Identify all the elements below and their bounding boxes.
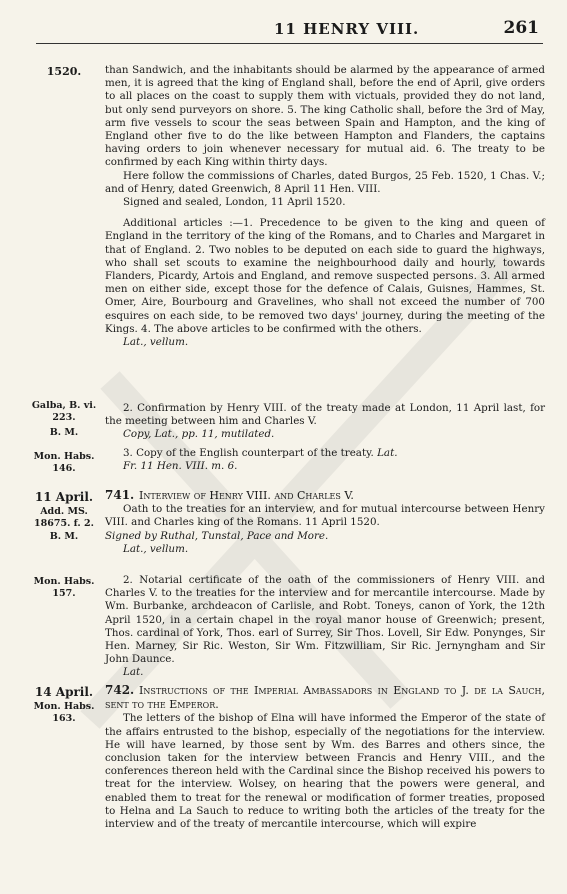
heading-text: Interview of Henry VIII. and Charles V. xyxy=(139,489,354,502)
entry-number: 742. xyxy=(105,683,135,697)
running-title: 11 HENRY VIII. xyxy=(274,20,420,38)
entry-740-2 xyxy=(105,402,545,442)
margin-mon-habs-1: Mon. Habs. 146. xyxy=(33,451,95,474)
paragraph: Oath to the treaties for an interview, and for mutual intercourse between Henry VIII. and Charles king of the Romans. 11 April 1520. xyxy=(105,503,545,529)
paragraph: Additional articles :—1. Precedence to be given to the king and queen of England in the territory of the king of the Romans, and to Charles and Margaret in that of England. 2. Two nobles to be deputed on each side to guard the highways, who shall set scouts to examine the neighbourhood daily and hourly, towards Flanders, Picardy, Artois and England, and remove suspected persons. 3. All armed men on either side, except those for the defence of Calais, Guisnes, Hammes, St. Omer, Aire, Bourbourg and Gravelines, who shall not exceed the number of 700 esquires on each side, to be removed two days' journey, during the meeting of the Kings. 4. The above articles to be confirmed with the others. xyxy=(105,217,545,335)
entry-heading xyxy=(105,489,545,503)
running-head xyxy=(0,18,567,40)
note: Lat., vellum. xyxy=(123,336,189,349)
margin-mon-habs-2: Mon. Habs. 157. xyxy=(33,576,95,599)
margin-bm-1: B. M. xyxy=(49,427,79,438)
entry-742 xyxy=(105,684,545,831)
note: Lat. xyxy=(123,666,144,679)
entry-741 xyxy=(105,489,545,556)
main-text xyxy=(105,64,545,349)
margin-date-741: 11 April. xyxy=(34,490,94,504)
entry-740-3 xyxy=(105,447,545,473)
margin-bm-2: B. M. xyxy=(49,531,79,542)
margin-galba: Galba, B. vi. 223. xyxy=(31,400,97,423)
page-number: 261 xyxy=(503,18,539,38)
margin-mon-habs-3: Mon. Habs. 163. xyxy=(33,701,95,724)
header-rule xyxy=(36,43,543,44)
entry-heading xyxy=(105,684,545,712)
margin-year: 1520. xyxy=(46,65,82,78)
paragraph-text: 3. Copy of the English counterpart of the treaty. xyxy=(123,447,374,459)
margin-date-742: 14 April. xyxy=(34,685,94,699)
note: Fr. 11 Hen. VIII. m. 6. xyxy=(123,460,238,473)
note: Copy, Lat., pp. 11, mutilated. xyxy=(123,428,275,441)
language-note: Lat. xyxy=(377,447,398,459)
note: Lat., vellum. xyxy=(123,542,189,555)
paragraph: The letters of the bishop of Elna will have informed the Emperor of the state of the affairs entrusted to the bishop, especially of the negotiations for the interview. He will have learned, by those sent by Wm. des Barres and others since, the conclusion taken for the interview between Francis and Henry VIII., and the conferences thereon held with the Cardinal since the Bishop received his powers to treat for the interview. Wolsey, on hearing that the powers were general, and enabled them to treat for the renewal or modification of former treaties, proposed to Helna and La Sauch to reduce to writing both the articles of the treaty for the interview and of the treaty of mercantile intercourse, which will expire xyxy=(105,712,545,831)
paragraph: Signed and sealed, London, 11 April 1520. xyxy=(123,196,346,209)
signature-note: Signed by Ruthal, Tunstal, Pace and More. xyxy=(105,529,329,542)
margin-add-ms: Add. MS. 18675. f. 2. xyxy=(34,506,94,529)
entry-741-2 xyxy=(105,574,545,680)
heading-text: Instructions of the Imperial Ambassadors in England to J. de la Sauch, sent to the Emperor. xyxy=(105,684,545,712)
paragraph: Here follow the commissions of Charles, dated Burgos, 25 Feb. 1520, 1 Chas. V.; and of Henry, dated Greenwich, 8 April 11 Hen. VIII. xyxy=(105,169,545,195)
paragraph: than Sandwich, and the inhabitants should be alarmed by the appearance of armed men, it is agreed that the king of England shall, before the end of April, give orders to all places on the coast to supply them with victuals, provided they do not land, but only send purveyors on shore. 5. The king Catholic shall, before the 3rd of May, arm five vessels to scour the seas between Spain and Hampton, and the king of England other five to do the like between Hampton and Flanders, the captains having orders to join whenever necessary for mutual aid. 6. The treaty to be confirmed by each King within thirty days. xyxy=(105,64,545,169)
entry-number: 741. xyxy=(105,488,135,502)
paragraph: 2. Notarial certificate of the oath of the commissioners of Henry VIII. and Charles V. to the treaties for the interview and for mercantile intercourse. Made by Wm. Burbanke, archdeacon of Carlisle, and Robt. Toneys, canon of York, the 12th April 1520, in a certain chapel in the royal manor house of Greenwich; present, Thos. cardinal of York, Thos. earl of Surrey, Sir Thos. Lovell, Sir Edw. Ponynges, Sir Hen. Marney, Sir Ric. Weston, Sir Wm. Fitzwilliam, Sir Ric. Jernyngham and Sir John Daunce. xyxy=(105,574,545,666)
paragraph: 2. Confirmation by Henry VIII. of the treaty made at London, 11 April last, for the meeting between him and Charles V. xyxy=(105,402,545,428)
paragraph xyxy=(105,447,545,460)
